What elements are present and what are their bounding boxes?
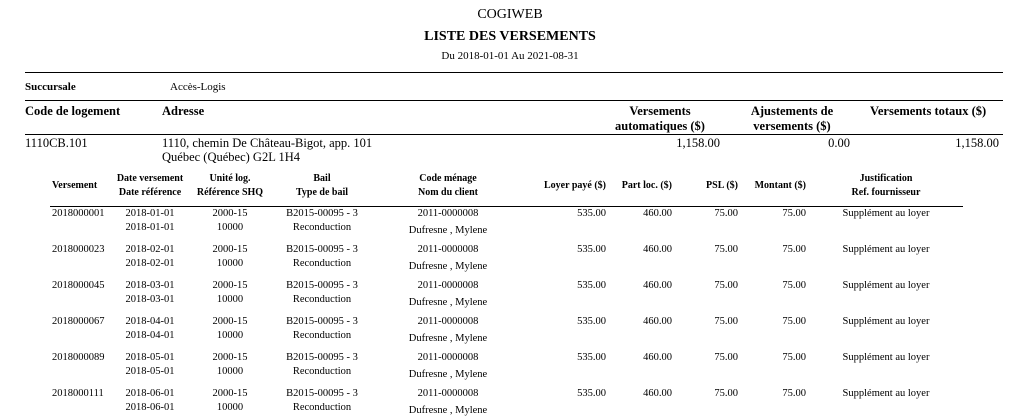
row-psl: 75.00 [714,388,738,399]
row-lease-type: Reconduction [292,366,352,377]
row-lease-type: Reconduction [292,294,352,305]
row-shq-ref: 10000 [216,366,244,377]
row-household: 2011-0000008 [417,244,479,255]
row-date-payment: 2018-02-01 [125,244,175,255]
subheader-amount: Montant ($) [754,180,806,191]
row-lease: B2015-00095 - 3 [286,316,358,327]
row-justification: Supplément au loyer [842,352,930,363]
row-rent-paid: 535.00 [577,352,606,363]
subheader-justification: Justification Ref. fournisseur [851,173,921,198]
row-client: Dufresne , Mylene [408,333,488,344]
row-payment: 2018000023 [52,244,105,255]
subheader-payment-date: Date versement Date référence [116,173,184,198]
row-justification: Supplément au loyer [842,280,930,291]
subheader-unit-log: Unité log. Référence SHQ [196,173,264,198]
row-household: 2011-0000008 [417,280,479,291]
row-justification: Supplément au loyer [842,316,930,327]
header-total-payments: Versements totaux ($) [870,104,987,118]
row-client: Dufresne , Mylene [408,261,488,272]
row-shq-ref: 10000 [216,402,244,413]
row-part-loc: 460.00 [643,280,672,291]
row-lease: B2015-00095 - 3 [286,388,358,399]
row-household: 2011-0000008 [417,388,479,399]
report-company: COGIWEB [477,7,543,22]
row-date-ref: 2018-05-01 [125,366,175,377]
row-unit-log: 2000-15 [212,316,248,327]
unit-adjust-total: 0.00 [828,136,850,150]
row-date-ref: 2018-01-01 [125,222,175,233]
row-date-ref: 2018-04-01 [125,330,175,341]
row-justification: Supplément au loyer [842,388,930,399]
row-unit-log: 2000-15 [212,208,248,219]
row-unit-log: 2000-15 [212,352,248,363]
row-rent-paid: 535.00 [577,280,606,291]
row-part-loc: 460.00 [643,316,672,327]
header-unit-code: Code de logement [25,104,121,118]
row-amount: 75.00 [782,352,806,363]
row-date-ref: 2018-02-01 [125,258,175,269]
row-client: Dufresne , Mylene [408,297,488,308]
branch-label: Succursale [25,81,76,93]
row-lease: B2015-00095 - 3 [286,280,358,291]
unit-address-line2: Québec (Québec) G2L 1H4 [162,150,301,164]
row-shq-ref: 10000 [216,222,244,233]
row-date-payment: 2018-06-01 [125,388,175,399]
row-psl: 75.00 [714,352,738,363]
row-part-loc: 460.00 [643,352,672,363]
row-date-ref: 2018-03-01 [125,294,175,305]
row-psl: 75.00 [714,244,738,255]
subheader-household: Code ménage Nom du client [418,173,478,198]
row-psl: 75.00 [714,280,738,291]
header-divider [25,134,1003,135]
row-justification: Supplément au loyer [842,208,930,219]
row-client: Dufresne , Mylene [408,225,488,236]
row-rent-paid: 535.00 [577,388,606,399]
row-psl: 75.00 [714,316,738,327]
row-amount: 75.00 [782,316,806,327]
row-part-loc: 460.00 [643,208,672,219]
row-lease: B2015-00095 - 3 [286,352,358,363]
row-lease: B2015-00095 - 3 [286,208,358,219]
unit-auto-total: 1,158.00 [676,136,720,150]
row-payment: 2018000111 [52,388,104,399]
row-part-loc: 460.00 [643,244,672,255]
subheader-part-loc: Part loc. ($) [621,180,672,191]
top-divider [25,72,1003,73]
row-household: 2011-0000008 [417,208,479,219]
unit-code: 1110CB.101 [25,136,88,150]
row-client: Dufresne , Mylene [408,369,488,380]
row-unit-log: 2000-15 [212,280,248,291]
row-unit-log: 2000-15 [212,244,248,255]
branch-divider [25,100,1003,101]
row-household: 2011-0000008 [417,316,479,327]
row-date-payment: 2018-03-01 [125,280,175,291]
subheader-lease: Bail Type de bail [295,173,349,198]
row-amount: 75.00 [782,388,806,399]
row-amount: 75.00 [782,244,806,255]
row-rent-paid: 535.00 [577,244,606,255]
row-date-payment: 2018-05-01 [125,352,175,363]
row-shq-ref: 10000 [216,258,244,269]
row-payment: 2018000045 [52,280,105,291]
row-psl: 75.00 [714,208,738,219]
unit-address-line1: 1110, chemin De Château-Bigot, app. 101 [162,136,373,150]
row-shq-ref: 10000 [216,294,244,305]
header-address: Adresse [162,104,205,118]
row-payment: 2018000089 [52,352,105,363]
row-justification: Supplément au loyer [842,244,930,255]
header-auto-payments: Versements automatiques ($) [615,104,705,133]
row-lease-type: Reconduction [292,222,352,233]
row-shq-ref: 10000 [216,330,244,341]
row-payment: 2018000067 [52,316,105,327]
row-rent-paid: 535.00 [577,208,606,219]
row-amount: 75.00 [782,208,806,219]
subheader-rent-paid: Loyer payé ($) [543,180,606,191]
row-date-payment: 2018-01-01 [125,208,175,219]
row-lease: B2015-00095 - 3 [286,244,358,255]
report-period: Du 2018-01-01 Au 2021-08-31 [441,50,579,62]
row-part-loc: 460.00 [643,388,672,399]
row-date-ref: 2018-06-01 [125,402,175,413]
row-household: 2011-0000008 [417,352,479,363]
row-payment: 2018000001 [52,208,105,219]
report-title: LISTE DES VERSEMENTS [424,29,596,44]
branch-value: Accès-Logis [170,81,226,93]
subheader-payment: Versement [52,180,98,191]
subheader-psl: PSL ($) [706,180,738,191]
row-client: Dufresne , Mylene [408,405,488,416]
row-lease-type: Reconduction [292,402,352,413]
row-lease-type: Reconduction [292,258,352,269]
row-date-payment: 2018-04-01 [125,316,175,327]
row-unit-log: 2000-15 [212,388,248,399]
header-adjustments: Ajustements de versements ($) [750,104,834,133]
row-rent-paid: 535.00 [577,316,606,327]
row-lease-type: Reconduction [292,330,352,341]
row-amount: 75.00 [782,280,806,291]
unit-grand-total: 1,158.00 [955,136,999,150]
